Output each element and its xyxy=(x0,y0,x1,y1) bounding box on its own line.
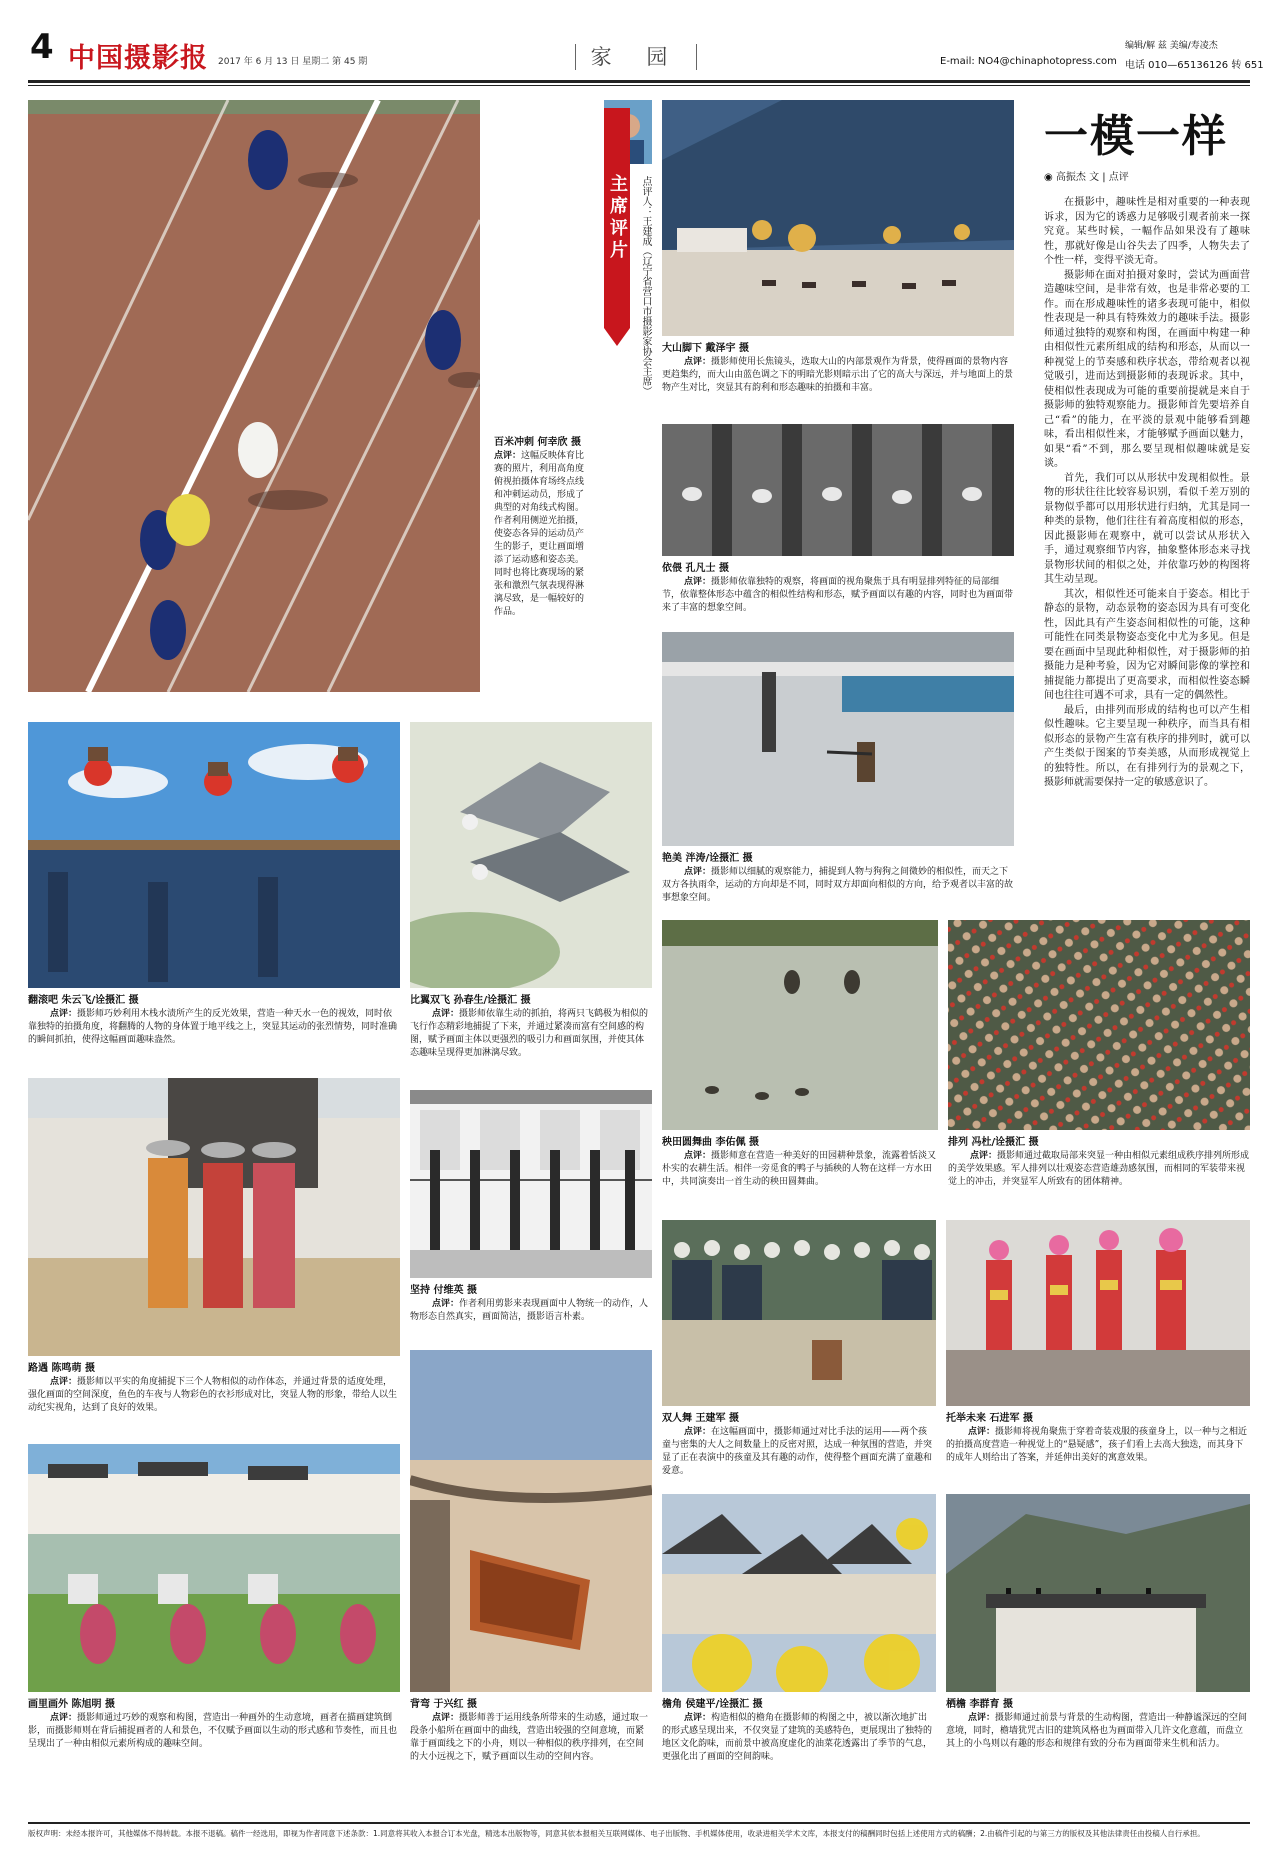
essay-paragraph: 最后，由排列而形成的结构也可以产生相似性趣味。它主要呈现一种秩序，而当具有相似形态的景物产生富有秩序的排列时，就可以产生类似于图案的节奏美感，从而形成视觉上的独特性。所以，在有排列行为的景观之下，摄影师就需要保持一定的敏感意识了。 xyxy=(1044,704,1250,788)
photo-birds-wall xyxy=(946,1494,1250,1692)
editors-credit: 编辑/解 兹 美编/寿凌杰 xyxy=(1125,41,1218,51)
caption-eaves: 檐角 侯建平/诠摄汇 摄 点评：构造相似的檐角在摄影师的构图之中，被以渐次地扩出的形式感呈现出来，不仅突显了建筑的美感特色，更展现出了独特的地区文化韵味，而前景中被高度虚化的油菜花透露出了季节的气息，更强化出了画面的空间韵味。 xyxy=(662,1699,933,1762)
photo-mountain xyxy=(662,100,1014,336)
dateline: 2017 年 6 月 13 日 星期二 第 45 期 xyxy=(218,57,368,67)
header-rule xyxy=(28,80,1250,83)
caption-ballet: 坚持 付维英 摄 点评：作者利用剪影来表现画面中人物统一的动作，人物形态自然真实，画面简洁，摄影语言朴素。 xyxy=(410,1285,649,1322)
essay-paragraph: 其次，相似性还可能来自于姿态。相比于静态的景物，动态景物的姿态因为具有可变化性，因此具有产生姿态间相似性的可能，这种可能性在同类景物姿态变化中尤为多见。但是要在画面中呈现此种相似性，对于摄影师的拍摄能力是种考验，因为它对瞬间影像的掌控和捕捉能力都提出了更高要求，而相似性姿态瞬间也往往可遇不可求，具有一定的偶然性。 xyxy=(1044,588,1250,701)
copyright-notice: 版权声明：未经本报许可，其他媒体不得转载。本报不退稿。稿件一经选用，即视为作者同意下述条款：1.同意将其收入本报合订本光盘，精选本出版物等，同意其依本报相关互联网媒体、电子出版物、手机媒体使用，收录进相关学术文库，本报支付的稿酬同时包括上述使用方式的稿酬；2.由稿件引起的与第三方的版权及其他法律责任由投稿人自行承担。 xyxy=(28,1822,1250,1839)
photo-crowd-dance xyxy=(662,1220,936,1406)
essay-paragraph: 首先，我们可以从形状中发现相似性。景物的形状往往比较容易识别，看似千差万别的景物似乎都可以用形状进行归纳，尤其是同一种类的景物，他们往往有着高度相似的形态，因此摄影师在观察中，就可以尝试从形状入手，通过观察细节内容，抽象整体形态来寻找景物形状间的相似之处，并依靠巧妙的构图将其生动呈现。 xyxy=(1044,472,1250,585)
essay-paragraph: 摄影师在面对拍摄对象时，尝试为画面营造趣味空间，是非常有效，也是非常必要的工作。而在形成趣味性的诸多表现可能中，相似性表现是一种具有特殊效力的趣味手法。摄影师通过独特的观察和构图，在画面中构建一种由相似性元素所组成的结构和形态，从而以一种视觉上的节奏感和秩序状态，带给观者以视觉吸引，进而达到摄影师的表现诉求。其中，使相似性表现成为可能的重要前提就是来自于摄影师的独特观察能力。摄影师首先要培养自己“看”的能力，在平淡的景观中能够看到趣味，看出相似性来，才能够赋予画面以魅力，如果“看”不到，那么要呈现相似趣味就是妄谈。 xyxy=(1044,269,1250,469)
photo-herons xyxy=(410,722,652,988)
caption-women-road: 路遇 陈鸣萌 摄 点评：摄影师以平实的角度捕捉下三个人物相似的动作体态，并通过背景的适度处理，强化画面的空间深度，鱼色的车夜与人物彩色的衣衫形成对比，突显人物的形象，带给人以生动纪实视角，达到了良好的效果。 xyxy=(28,1363,398,1413)
caption-boats: 背弯 于兴红 摄 点评：摄影师善于运用线条所带来的生动感，通过取一段条小船所在画面中的曲线，营造出较强的空间意境，而紧靠于画面线之下的小舟，则以一种相似的秩序排列，在空间的大小远视之下，赋予画面以生动的空间内容。 xyxy=(410,1699,649,1762)
photo-women-road xyxy=(28,1078,400,1356)
photo-review: 这幅反映体育比赛的照片，利用高角度俯视拍摄体育场终点线和冲刺运动员，形成了典型的对角线式构图。作者利用侧逆光拍摄，使姿态各异的运动员产生的影子，更让画面增添了运动感和姿态美。同时也将比赛现场的紧张和激烈气氛表现得淋漓尽致，是一幅较好的作品。 xyxy=(494,451,585,617)
photo-ballet xyxy=(410,1090,652,1278)
essay-byline: ◉ 高振杰 文 | 点评 xyxy=(1044,172,1129,183)
header-rule-thin xyxy=(28,85,1250,86)
photo-dog xyxy=(662,632,1014,846)
caption-sprint: 百米冲刺 何幸欣 摄 点评：这幅反映体育比赛的照片，利用高角度俯视拍摄体育场终点线和冲刺运动员，形成了典型的对角线式构图。作者利用侧逆光拍摄，使姿态各异的运动员产生的影子，更让画面增添了运动感和姿态美。同时也将比赛现场的紧张和激烈气氛表现得淋漓尽致，是一幅较好的作品。 xyxy=(494,436,592,619)
photo-eaves xyxy=(662,1494,936,1692)
photo-sprint xyxy=(28,100,480,692)
essay-body xyxy=(1044,196,1250,791)
photo-costume-kids xyxy=(946,1220,1250,1406)
caption-soldiers: 排列 冯杜/诠摄汇 摄 点评：摄影师通过截取局部来突显一种由相似元素组成秩序排列所形成的美学效果感。军人排列以壮观姿态营造雄劲感氛围，而相同的军装带来视觉上的冲击，并突显军人所致有的团体精神。 xyxy=(948,1137,1250,1187)
caption-paddy: 秧田圆舞曲 李佑佩 摄 点评：摄影师意在营造一种美好的田园耕种景象，流露着恬淡又朴实的农耕生活。相伴一旁觅食的鸭子与插秧的人物在这样一方水田中，共同演奏出一首生动的秧田圆舞曲。 xyxy=(662,1137,937,1187)
essay-paragraph: 在摄影中，趣味性是相对重要的一种表现诉求，因为它的诱惑力足够吸引观者前来一探究竟。某些时候，一幅作品如果没有了趣味性，那就好像是山谷失去了四季，人物失去了个性一样，变得平淡无奇。 xyxy=(1044,197,1250,266)
caption-mountain: 大山脚下 戴泽宇 摄 点评：摄影师使用长焦镜头，选取大山的内部景观作为背景，使得画面的景物内容更趋集约，而大山由蓝色调之下的明暗光影则暗示出了它的高大与深远，并与地面上的景物产生对比，突显其有韵利和形态趣味的拍摄和丰富。 xyxy=(662,343,1014,393)
photo-village-painters xyxy=(28,1444,400,1692)
photo-title: 百米冲刺 何幸欣 摄 xyxy=(494,437,581,448)
caption-dog: 艳美 泮涛/诠摄汇 摄 点评：摄影师以细腻的观察能力，捕捉到人物与狗狗之间微妙的相似性，而天之下双方各执雨伞，运动的方向却是不同，同时双方却面向相似的方向，给予观者以丰富的故事想象空间。 xyxy=(662,853,1014,903)
newspaper-masthead: 中国摄影报 xyxy=(68,43,208,74)
photo-soldiers xyxy=(948,920,1250,1130)
column-tag: 主席评片 xyxy=(604,108,630,328)
caption-crowd-dance: 双人舞 王建军 摄 点评：在这幅画面中，摄影师通过对比手法的运用——两个孩童与密集的大人之间数量上的反密对照，达成一种氛围的营造，并突显了正在表演中的孩童及其有趣的动作，使得整个画面充满了童趣和爱意。 xyxy=(662,1413,933,1476)
column-tag-arrow xyxy=(604,328,630,346)
caption-birds-wall: 栖檐 李群育 摄 点评：摄影师通过前景与背景的生动构图，营造出一种静谧深远的空间意境，同时，檐墙犹咒古旧的建筑风格也为画面带入几许文化意蕴，而盘立其上的小鸟则以有趣的形态和规律有致的分布为画面带来生机和活力。 xyxy=(946,1699,1248,1749)
photo-uniforms xyxy=(662,424,1014,556)
contact-email: E-mail: NO4@chinaphotopress.com xyxy=(940,56,1117,67)
photo-paddy xyxy=(662,920,938,1130)
caption-costume-kids: 托举未来 石进军 摄 点评：摄影师将视角聚焦于穿着奇装戏服的孩童身上，以一种与之相近的拍摄高度营造一种视觉上的“悬疑感”，孩子们看上去高大独迭，而其身下的成年人则给出了答案，并延伸出美好的寓意效果。 xyxy=(946,1413,1248,1463)
page-number: 4 xyxy=(30,27,54,67)
caption-flips: 翻滚吧 朱云飞/诠摄汇 摄 点评：摄影师巧妙利用木栈水渍所产生的反光效果，营造一种天水一色的视效，同时依靠独特的拍摄角度，将翻腾的人物的身体置于地平线之上，突显其运动的张烈情势，同时准确的瞬间抓拍，使得这幅画面趣味盎然。 xyxy=(28,995,398,1045)
essay-title: 一模一样 xyxy=(1044,111,1228,162)
caption-herons: 比翼双飞 孙春生/诠摄汇 摄 点评：摄影师依靠生动的抓拍，将两只飞鹤极为相似的飞行作态精彩地捕捉了下来，并通过紧凑而富有空间感的构图，赋予画面主体以更强烈的吸引力和画面氛围，并使其体态趣味呈现得更加淋漓尽致。 xyxy=(410,995,649,1058)
section-name: 家 园 xyxy=(575,44,697,70)
caption-uniforms: 依偎 孔凡士 摄 点评：摄影师依靠独特的观察，将画面的视角聚焦于具有明显排列特征的局部细节，依靠整体形态中蕴含的相似性结构和形态，赋予画面以有趣的内容，同时也为画面带来了丰富的想象空间。 xyxy=(662,563,1014,613)
contact-phone: 电话 010—65136126 转 651 xyxy=(1125,60,1264,71)
caption-village-painters: 画里画外 陈旭明 摄 点评：摄影师通过巧妙的观察和构图，营造出一种画外的生动意境，画者在描画建筑倒影，而摄影师则在背后捕捉画者的人和景色，不仅赋予画面以生动的形式感和节奏性，而且也呈现出了一种由相似元素所构成的趣味空间。 xyxy=(28,1699,398,1749)
reviewer-credit: 点评人：王建成（辽宁省营口市摄影家协会主席） xyxy=(640,176,651,396)
photo-flips xyxy=(28,722,400,988)
photo-boats xyxy=(410,1350,652,1692)
